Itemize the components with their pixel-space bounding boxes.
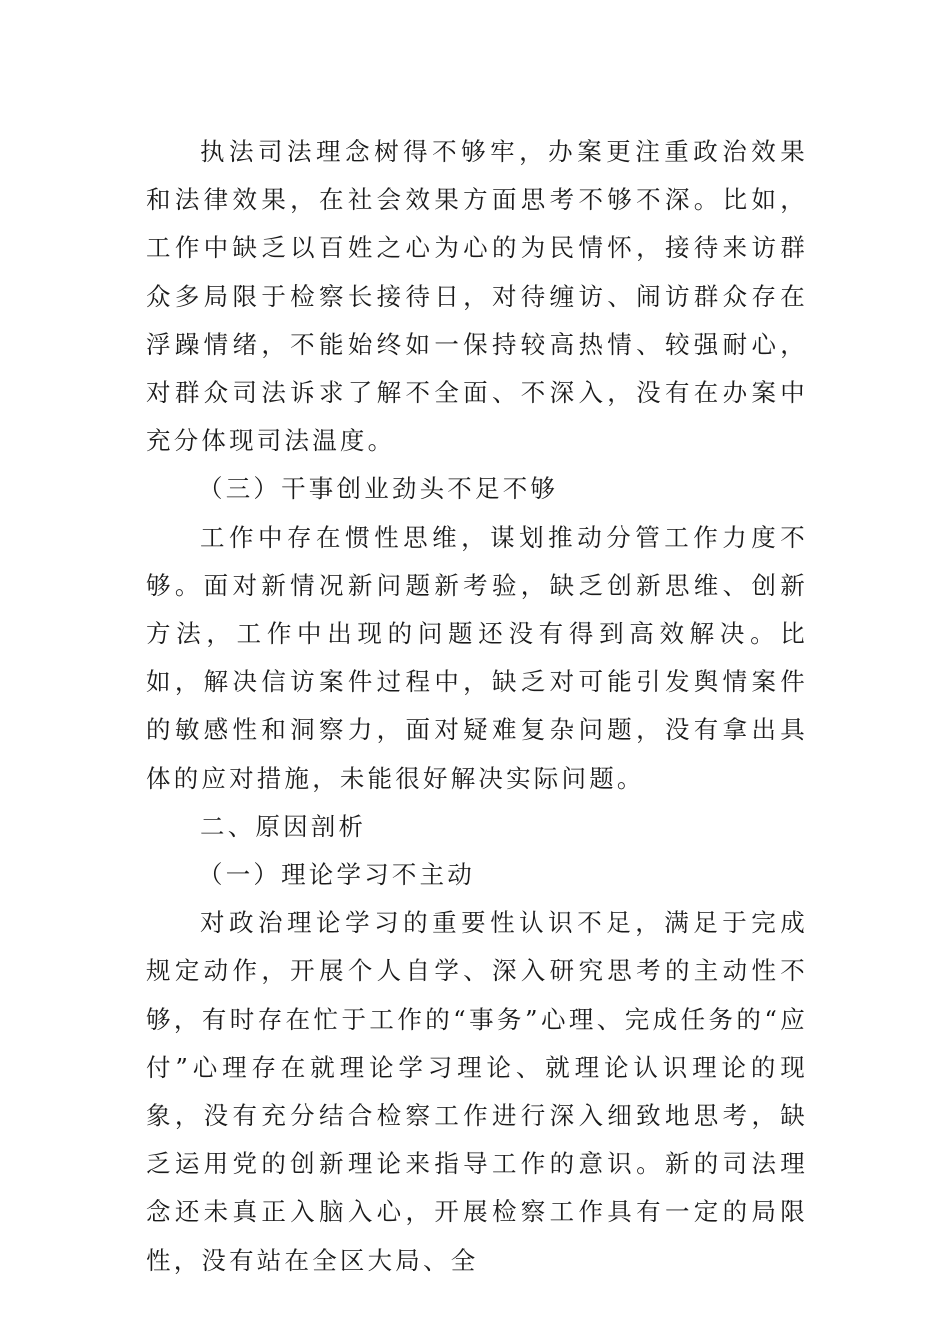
paragraph-theory-study: 对政治理论学习的重要性认识不足，满足于完成规定动作，开展个人自学、深入研究思考的主动性不够，有时存在忙于工作的“事务”心理、完成任务的“应付”心理存在就理论学习理论、就理论认识理论的现象，没有充分结合检察工作进行深入细致地思考，缺乏运用党的创新理论来指导工作的意识。新的司法理念还未真正入脑入心，开展检察工作具有一定的局限性，没有站在全区大局、全 <box>146 908 808 1275</box>
paragraph-work-drive: 工作中存在惯性思维，谋划推动分管工作力度不够。面对新情况新问题新考验，缺乏创新思维、创新方法，工作中出现的问题还没有得到高效解决。比如，解决信访案件过程中，缺乏对可能引发舆情案件的敏感性和洞察力，面对疑难复杂问题，没有拿出具体的应对措施，未能很好解决实际问题。 <box>146 522 808 793</box>
heading-section-3: （三）干事创业劲头不足不够 <box>198 474 559 504</box>
heading-section-1: （一）理论学习不主动 <box>198 860 475 890</box>
document-body <box>146 128 808 1285</box>
heading-cause-analysis: 二、原因剖析 <box>200 811 367 841</box>
paragraph-judicial-concept: 执法司法理念树得不够牢，办案更注重政治效果和法律效果，在社会效果方面思考不够不深。比如，工作中缺乏以百姓之心为心的为民情怀，接待来访群众多局限于检察长接待日，对待缠访、闹访群众存在浮躁情绪，不能始终如一保持较高热情、较强耐心，对群众司法诉求了解不全面、不深入，没有在办案中充分体现司法温度。 <box>146 137 808 456</box>
